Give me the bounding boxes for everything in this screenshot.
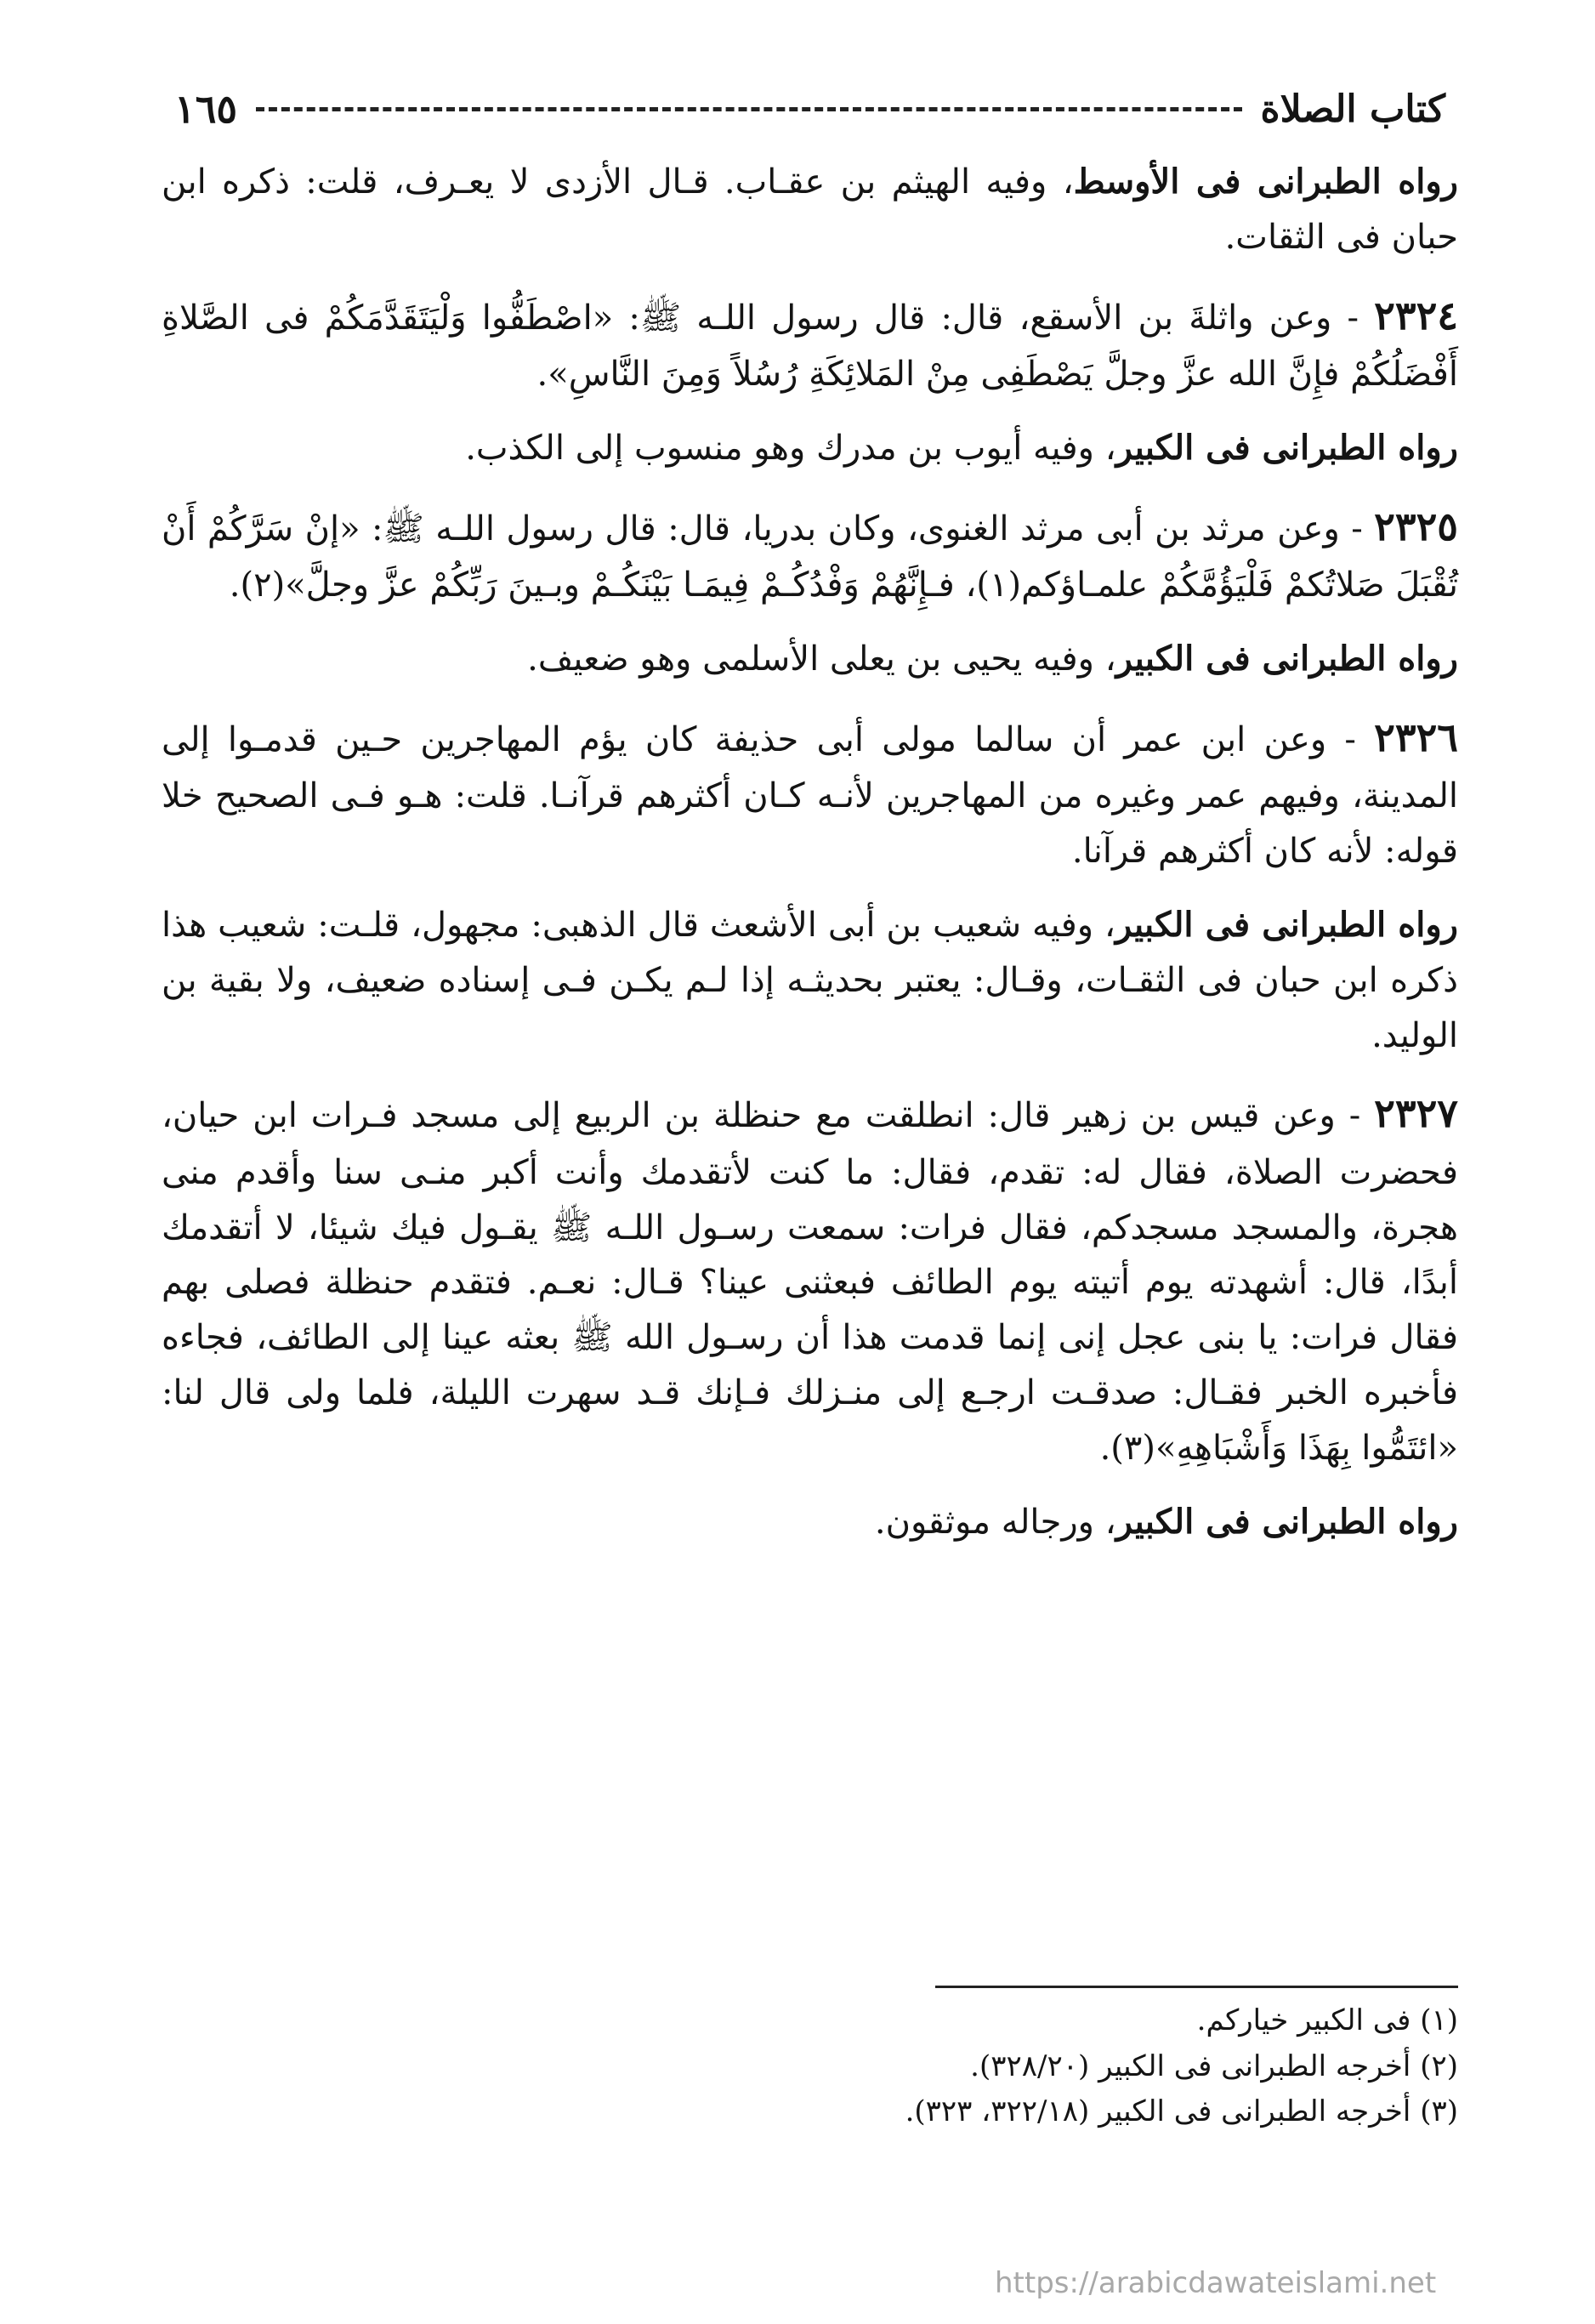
paragraph-p3: [162, 421, 1458, 476]
source-citation: رواه الطبرانى فى الكبير: [1115, 639, 1458, 679]
header-dashed-line: [256, 107, 1241, 111]
footnote-3: (٣) أخرجه الطبرانى فى الكبير (٣٢٢/١٨، ٣٢٣).: [905, 2094, 1458, 2129]
hadith-2325: [162, 495, 1458, 613]
book-title: كتاب الصلاة: [1260, 87, 1445, 131]
hadith-text: - وعن مرثد بن أبى مرثد الغنوى، وكان بدريا، قال: قال رسول اللـه ﷺ: «إنْ سَرَّكُمْ أَنْ تُقْبَلَ صَلاتُكمْ فَلْيَؤُمَّكُمْ علمـاؤكم(١)، فـإِنَّهُمْ وَفْدُكُـمْ فِيمَـا بَيْنَكُـمْ وبـينَ رَبِّكُمْ عزَّ وجلَّ»(٢).: [162, 509, 1458, 605]
hadith-number: ٢٣٢٥: [1374, 503, 1458, 549]
source-citation: رواه الطبرانى فى الكبير: [1115, 427, 1458, 468]
footnote-2: (٢) أخرجه الطبرانى فى الكبير (٣٢٨/٢٠).: [970, 2048, 1458, 2083]
paragraph-text: ، وفيه يحيى بن يعلى الأسلمى وهو ضعيف.: [527, 639, 1116, 679]
page-number: ١٦٥: [174, 86, 238, 132]
hadith-text: - وعن قيس بن زهير قال: انطلقت مع حنظلة بن الربيع إلى مسجد فـرات ابن حيان، فحضرت الصلاة، فقال له: تقدم، فقال: ما كنت لأتقدمك وأنت أكبر منـى سنا وأقدم منى هجرة، والمسجد مسجدكم، فقال فرات: سمعت رسـول اللـه ﷺ يقـول فيك شيئا، لا أتقدمك أبدًا، قال: أشهدته يوم أتيته يوم الطائف فبعثنى عينا؟ قـال: نعـم. فتقدم حنظلة فصلى بهم فقال فرات: يا بنى عجل إنى إنما قدمت هذا أن رسـول الله ﷺ بعثه عينا إلى الطائف، فجاءه فأخبره الخبر فقـال: صدقـت ارجـع إلى منـزلك فـإنك قـد سهرت الليلة، فلما ولى قال لنا: «ائتَمُّوا بِهَذَا وَأَشْبَاهِهِ»(٣).: [162, 1096, 1458, 1468]
watermark-url: https://arabicdawateislami.net: [995, 2266, 1437, 2300]
paragraph-text: ، ورجاله موثقون.: [874, 1502, 1116, 1542]
paragraph-text: ، وفيه أيوب بن مدرك وهو منسوب إلى الكذب.: [465, 428, 1116, 468]
source-citation: رواه الطبرانى فى الأوسط: [1073, 162, 1458, 202]
paragraph-p1: [162, 155, 1458, 265]
paragraph-p7: [162, 898, 1458, 1063]
hadith-number: ٢٣٢٤: [1374, 292, 1458, 338]
paragraph-text: ، وفيه الهيثم بن عقـاب. قـال الأزدى لا يعـرف، قلت: ذكره ابن حبان فى الثقات.: [162, 162, 1458, 257]
hadith-number: ٢٣٢٧: [1374, 1090, 1458, 1137]
source-citation: رواه الطبرانى فى الكبير: [1115, 1501, 1458, 1542]
hadith-text: - وعن ابن عمر أن سالما مولى أبى حذيفة كان يؤم المهاجرين حـين قدمـوا إلى المدينة، وفيهم عمر وغيره من المهاجرين لأنـه كـان أكثرهم قرآنـا. قلت: هـو فـى الصحيح خلا قوله: لأنه كان أكثرهم قرآنا.: [162, 719, 1458, 872]
footnote-separator: [935, 1986, 1458, 1988]
footnote-1: (١) فى الكبير خياركم.: [1196, 2003, 1458, 2037]
paragraph-p9: [162, 1495, 1458, 1550]
main-text: [162, 155, 1458, 1568]
hadith-number: ٢٣٢٦: [1374, 713, 1458, 760]
hadith-2324: [162, 284, 1458, 402]
page-header: [174, 75, 1445, 143]
hadith-2326: [162, 706, 1458, 879]
source-citation: رواه الطبرانى فى الكبير: [1115, 904, 1458, 945]
hadith-2327: [162, 1082, 1458, 1475]
paragraph-text: ، وفيه شعيب بن أبى الأشعث قال الذهبى: مجهول، قلـت: شعيب هذا ذكره ابن حبان فى الثقـات، وقـال: يعتبر بحديثـه إذا لـم يكـن فـى إسناده ضعيف، ولا بقية بن الوليد.: [162, 905, 1458, 1055]
paragraph-p5: [162, 632, 1458, 687]
hadith-text: - وعن واثلةَ بن الأسقع، قال: قال رسول اللـه ﷺ: «اصْطَفُّوا وَلْيَتَقَدَّمَكُمْ فى الصَّلاةِ أَفْضَلُكُمْ فإِنَّ الله عزَّ وجلَّ يَصْطَفِى مِنْ المَلائِكَةِ رُسُلاً وَمِنَ النَّاسِ».: [162, 298, 1458, 395]
footnotes: [162, 1998, 1458, 2135]
